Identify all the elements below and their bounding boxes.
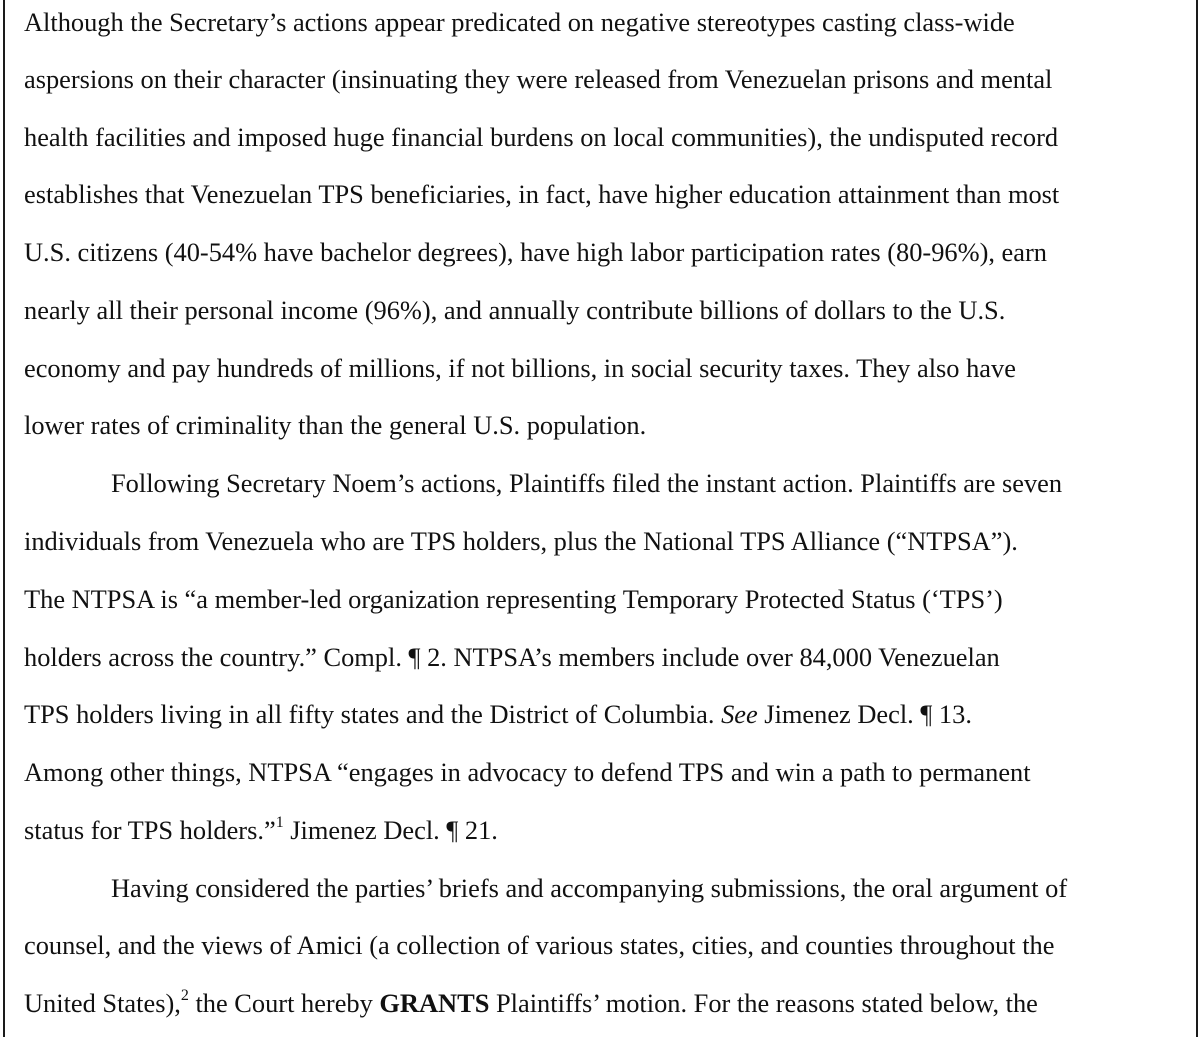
text-line-13 [24, 685, 972, 743]
page-right-border [1196, 0, 1198, 1037]
text-line-16: Having considered the parties’ briefs and accompanying submissions, the oral argument of [111, 873, 1068, 903]
text-line-4: establishes that Venezuelan TPS beneficiaries, in fact, have higher education attainment than most [24, 179, 1060, 209]
text-run: the Court hereby [188, 988, 380, 1018]
text-line-1: Although the Secretary’s actions appear predicated on negative stereotypes casting class-wide [24, 7, 1015, 37]
text-run: Jimenez Decl. ¶ 13. [757, 699, 972, 729]
text-line-3: health facilities and imposed huge financial burdens on local communities), the undisputed record [24, 122, 1059, 152]
text-run: Jimenez Decl. ¶ 21. [283, 815, 498, 845]
text-run: United States), [24, 988, 181, 1018]
grants-emphasis: GRANTS [379, 988, 490, 1018]
text-line-15 [24, 801, 498, 859]
text-run: TPS holders living in all fifty states and the District of Columbia. [24, 699, 722, 729]
text-line-11: The NTPSA is “a member-led organization representing Temporary Protected Status (‘TPS’) [24, 584, 1003, 614]
footnote-ref-2[interactable]: 2 [180, 987, 189, 1005]
text-line-6: nearly all their personal income (96%), and annually contribute billions of dollars to the U.S. [24, 295, 1006, 325]
footnote-ref-1[interactable]: 1 [275, 814, 284, 832]
text-run: status for TPS holders.” [24, 815, 276, 845]
text-line-14: Among other things, NTPSA “engages in advocacy to defend TPS and win a path to permanent [24, 757, 1031, 787]
text-line-18 [24, 974, 1038, 1032]
text-line-5: U.S. citizens (40-54% have bachelor degrees), have high labor participation rates (80-96%), earn [24, 237, 1047, 267]
text-run: Plaintiffs’ motion. For the reasons stated below, the [489, 988, 1038, 1018]
text-line-10: individuals from Venezuela who are TPS holders, plus the National TPS Alliance (“NTPSA”). [24, 526, 1018, 556]
text-line-8: lower rates of criminality than the general U.S. population. [24, 410, 647, 440]
text-line-17: counsel, and the views of Amici (a collection of various states, cities, and counties throughout the [24, 930, 1055, 960]
text-line-12: holders across the country.” Compl. ¶ 2. NTPSA’s members include over 84,000 Venezuelan [24, 642, 1000, 672]
text-line-2: aspersions on their character (insinuating they were released from Venezuelan prisons and mental [24, 64, 1053, 94]
text-line-9: Following Secretary Noem’s actions, Plaintiffs filed the instant action. Plaintiffs are seven [111, 468, 1063, 498]
page-left-border [3, 0, 5, 1037]
see-signal: See [721, 699, 758, 729]
text-line-7: economy and pay hundreds of millions, if not billions, in social security taxes. They also have [24, 353, 1016, 383]
